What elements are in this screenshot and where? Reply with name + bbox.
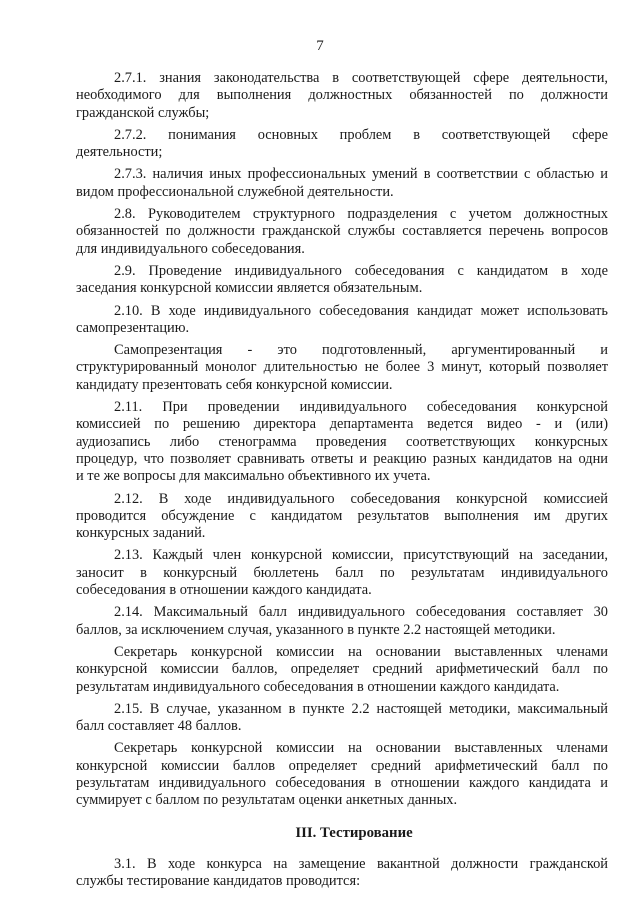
paragraph-p210b [76,342,608,394]
text-line: кандидату презентовать себя конкурсной комиссии. [76,376,393,393]
text-line: необходимого для выполнения должностных обязанностей по должности [76,87,608,104]
text-line: 2.10. В ходе индивидуального собеседования кандидат может использовать [114,302,608,319]
paragraph-p272 [76,127,608,162]
paragraph-p214 [76,604,608,639]
paragraph-p271 [76,70,608,122]
text-line: 2.15. В случае, указанном в пункте 2.2 настоящей методики, максимальный [114,700,608,717]
text-line: службы тестирование кандидатов проводится: [76,872,361,889]
text-line: Секретарь конкурсной комиссии на основании выставленных членами [114,643,608,660]
paragraph-p31 [76,856,608,891]
text-line: Секретарь конкурсной комиссии на основании выставленных членами [114,740,608,757]
paragraph-p215 [76,701,608,736]
section-title: III. Тестирование [295,824,413,841]
text-line: 2.14. Максимальный балл индивидуального собеседования составляет 30 [114,604,608,621]
paragraph-p213 [76,547,608,599]
paragraph-list [76,70,608,810]
text-line: 3.1. В ходе конкурса на замещение вакантной должности гражданской [114,855,608,872]
paragraph-p212 [76,491,608,543]
text-line: Самопрезентация - это подготовленный, аргументированный и [114,342,608,359]
text-line: структурированный монолог длительностью не более 3 минут, который позволяет [76,359,608,376]
text-line: заносит в конкурсный бюллетень балл по результатам индивидуального [76,564,608,581]
paragraph-p28 [76,206,608,258]
text-line: 2.7.1. знания законодательства в соответствующей сфере деятельности, [114,70,608,86]
text-line: и те же вопросы для максимально объективного их учета. [76,468,431,485]
text-line: конкурсных заданий. [76,525,206,542]
text-line: проводится обсуждение с кандидатом результатов выполнения им других [76,507,608,524]
paragraph-p214b [76,644,608,696]
text-line: самопрезентацию. [76,319,190,336]
paragraph-p29 [76,263,608,298]
document-body [76,70,608,890]
text-line: результатам индивидуального собеседования в отношении каждого кандидата и [76,774,608,791]
text-line: 2.8. Руководителем структурного подразделения с учетом должностных [114,206,608,223]
text-line: аудиозапись либо стенограмма проведения соответствующих конкурсных [76,433,608,450]
text-line: заседания конкурсной комиссии является обязательным. [76,280,423,297]
text-line: комиссией по решению директора департамента ведется видео - и (или) [76,416,608,433]
text-line: обязанностей по должности гражданской службы составляется перечень вопросов [76,223,608,240]
paragraph-p215b [76,740,608,809]
paragraph-p211 [76,399,608,485]
text-line: балл составляет 48 баллов. [76,718,242,735]
paragraph-p273 [76,166,608,201]
text-line: конкурсной комиссии баллов, определяет средний арифметический балл по [76,661,608,678]
text-line: собеседования в отношении каждого кандидата. [76,582,372,599]
text-line: 2.11. При проведении индивидуального собеседования конкурсной [114,399,608,416]
text-line: для индивидуального собеседования. [76,240,305,257]
section-paragraph-list [76,856,608,891]
text-line: 2.9. Проведение индивидуального собеседования с кандидатом в ходе [114,262,608,279]
text-line: результатам индивидуального собеседования в отношении каждого кандидата. [76,678,560,695]
text-line: суммирует с баллом по результатам оценки анкетных данных. [76,792,458,809]
text-line: 2.7.3. наличия иных профессиональных умений в соответствии с областью и [114,166,608,183]
text-line: 2.12. В ходе индивидуального собеседования конкурсной комиссией [114,490,608,507]
text-line: деятельности; [76,144,163,161]
text-line: 2.7.2. понимания основных проблем в соответствующей сфере [114,126,608,143]
text-line: видом профессиональной служебной деятельности. [76,183,394,200]
page-number: 7 [316,38,324,54]
text-line: баллов, за исключением случая, указанного в пункте 2.2 настоящей методики. [76,621,556,638]
text-line: 2.13. Каждый член конкурсной комиссии, присутствующий на заседании, [114,547,608,564]
text-line: гражданской службы; [76,104,210,121]
paragraph-p210 [76,303,608,338]
text-line: процедур, что позволяет сравнивать ответы и реакцию разных кандидатов на одни [76,450,608,467]
text-line: конкурсной комиссии баллов определяет средний арифметический балл по [76,757,608,774]
